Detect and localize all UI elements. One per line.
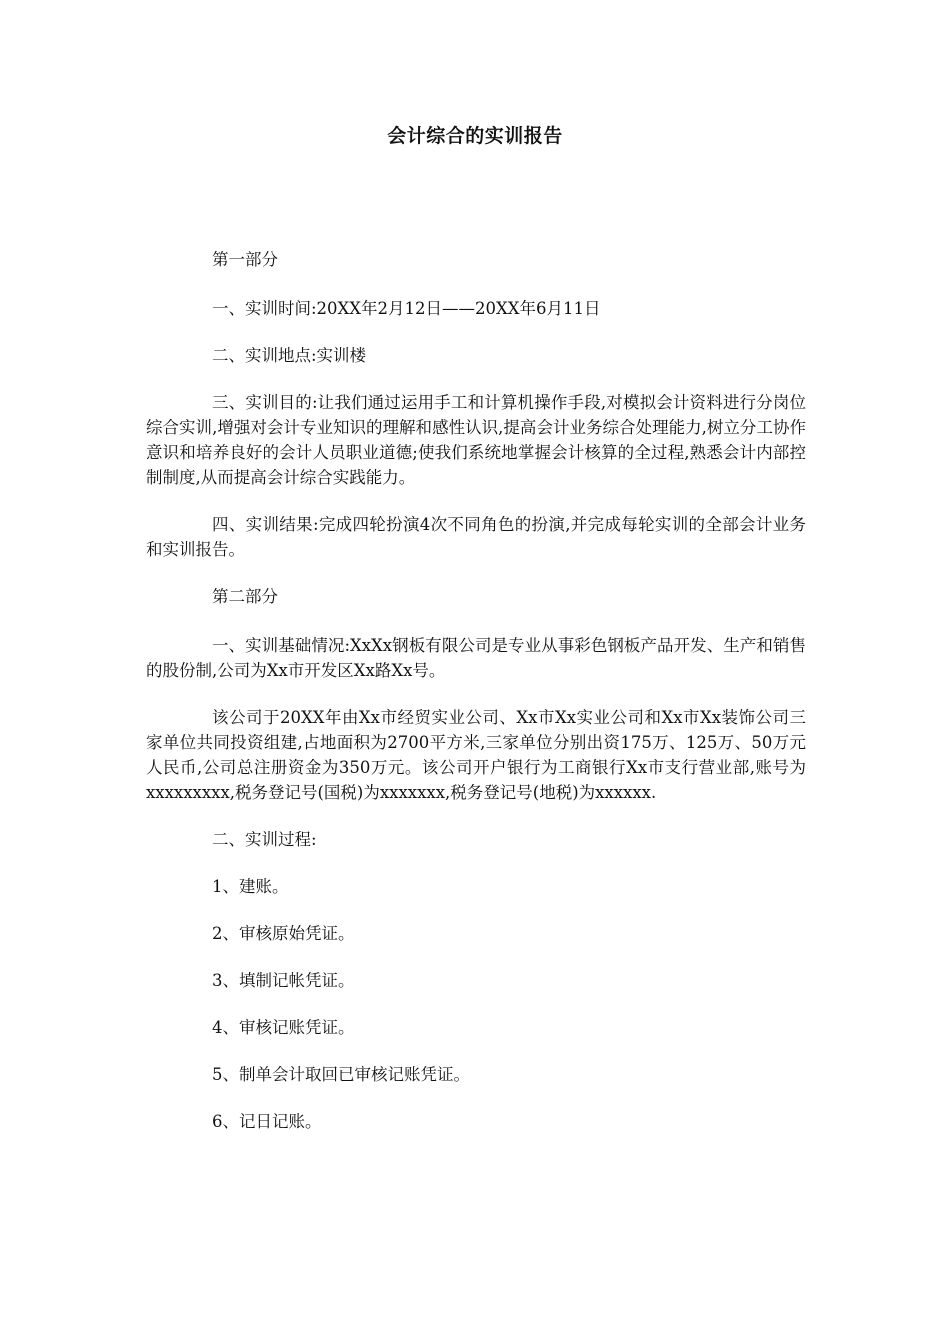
document-body — [146, 247, 806, 1156]
paragraph-training-purpose: 三、实训目的:让我们通过运用手工和计算机操作手段,对模拟会计资料进行分岗位综合实训,增强对会计专业知识的理解和感性认识,提高会计业务综合处理能力,树立分工协作意识和培养良好的会计人员职业道德;使我们系统地掌握会计核算的全过程,熟悉会计内部控制制度,从而提高会计综合实践能力。 — [146, 393, 806, 487]
list-item-step-5: 5、制单会计取回已审核记账凭证。 — [212, 1065, 470, 1084]
section-heading-part-one: 第一部分 — [212, 250, 278, 269]
list-item-step-3: 3、填制记帐凭证。 — [212, 971, 355, 990]
paragraph-training-location: 二、实训地点:实训楼 — [212, 346, 367, 365]
list-item-step-1: 1、建账。 — [212, 877, 289, 896]
list-item-step-6: 6、记日记账。 — [212, 1112, 322, 1131]
paragraph-company-details: 该公司于20XX年由Xx市经贸实业公司、Xx市Xx实业公司和Xx市Xx装饰公司三家单位共同投资组建,占地面积为2700平方米,三家单位分别出资175万、125万、50万元人民币,公司总注册资金为350万元。该公司开户银行为工商银行Xx市支行营业部,账号为xxxxxxxxx,税务登记号(国税)为xxxxxxx,税务登记号(地税)为xxxxxx. — [146, 708, 806, 802]
document-title: 会计综合的实训报告 — [387, 125, 563, 147]
paragraph-process-heading: 二、实训过程: — [212, 830, 317, 849]
paragraph-basic-situation: 一、实训基础情况:XxXx钢板有限公司是专业从事彩色钢板产品开发、生产和销售的股份制,公司为Xx市开发区Xx路Xx号。 — [146, 636, 806, 680]
paragraph-training-time: 一、实训时间:20XX年2月12日——20XX年6月11日 — [212, 299, 601, 318]
section-heading-part-two: 第二部分 — [212, 587, 278, 606]
list-item-step-2: 2、审核原始凭证。 — [212, 924, 355, 943]
paragraph-training-result: 四、实训结果:完成四轮扮演4次不同角色的扮演,并完成每轮实训的全部会计业务和实训报告。 — [146, 515, 806, 559]
list-item-step-4: 4、审核记账凭证。 — [212, 1018, 355, 1037]
